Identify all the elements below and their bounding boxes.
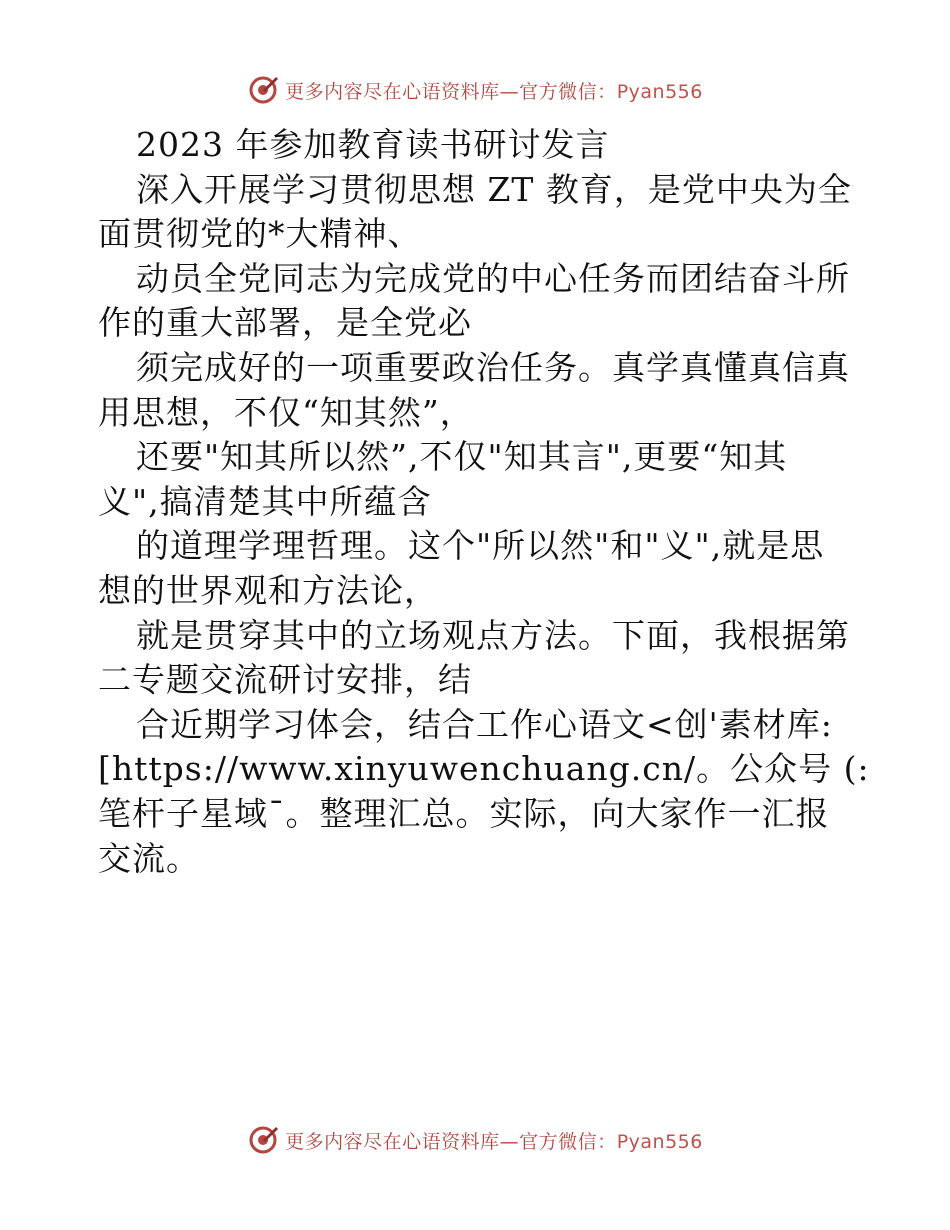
- paragraph-line: 还要"知其所以然”,不仅"知其言",更要“知其: [136, 437, 788, 477]
- banner-text: 更多内容尽在心语资料库—官方微信：Pyan556: [285, 1130, 703, 1153]
- pen-circle-logo-icon: [247, 1124, 279, 1156]
- paragraph-line: 想的世界观和方法论，: [98, 570, 438, 610]
- banner-text: 更多内容尽在心语资料库—官方微信：Pyan556: [285, 80, 703, 103]
- paragraph-line: 动员全党同志为完成党的中心任务而团结奋斗所: [136, 258, 850, 298]
- paragraph-line: 笔杆子星域¯。整理汇总。实际，向大家作一汇报: [98, 793, 830, 833]
- header-banner: [0, 70, 950, 110]
- paragraph-line: 二专题交流研讨安排，结: [98, 660, 472, 700]
- document-body: [98, 123, 870, 881]
- paragraph-line: 作的重大部署，是全党必: [98, 303, 472, 343]
- paragraph-line: 须完成好的一项重要政治任务。真学真懂真信真: [136, 347, 850, 387]
- paragraph-line: 面贯彻党的*大精神、: [98, 214, 422, 254]
- document-title: 2023 年参加教育读书研讨发言: [136, 125, 610, 164]
- paragraph-line: 合近期学习体会，结合工作心语文<创'素材库:: [136, 704, 833, 744]
- paragraph-line: 深入开展学习贯彻思想 ZT 教育，是党中央为全: [136, 169, 852, 209]
- paragraph-line: [https://www.xinyuwenchuang.cn/。公众号 (:: [98, 749, 870, 789]
- paragraph-line: 用思想，不仅“知其然”，: [98, 392, 474, 432]
- footer-banner: [0, 1120, 950, 1160]
- paragraph-line: 的道理学理哲理。这个"所以然"和"义",就是思: [136, 526, 825, 566]
- paragraph-line: 就是贯穿其中的立场观点方法。下面，我根据第: [136, 615, 850, 655]
- pen-circle-logo-icon: [247, 74, 279, 106]
- paragraph-line: 义",搞清楚其中所蕴含: [98, 481, 432, 521]
- paragraph-line: 交流。: [98, 838, 200, 878]
